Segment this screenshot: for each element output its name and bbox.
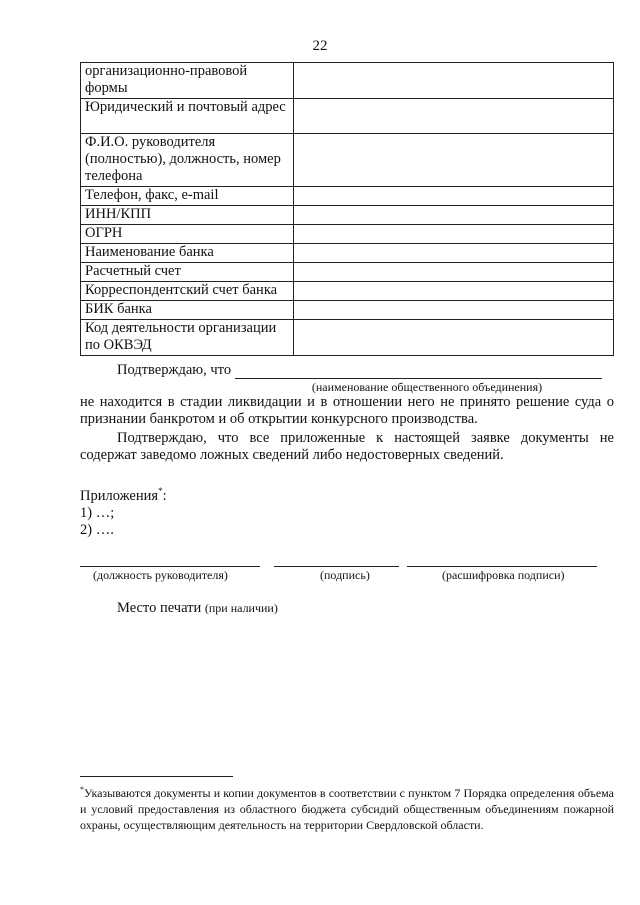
row-label: Юридический и почтовый адрес — [81, 99, 294, 134]
table-row — [81, 282, 614, 301]
row-value — [294, 225, 614, 244]
table-row — [81, 225, 614, 244]
position-label: (должность руководителя) — [93, 568, 228, 582]
footnote-separator — [80, 776, 233, 777]
row-label: организационно-правовой формы — [81, 63, 294, 99]
table-row — [81, 134, 614, 187]
table-row — [81, 206, 614, 225]
footnote-marker: * — [80, 785, 84, 794]
row-value — [294, 134, 614, 187]
stamp-label: Место печати — [117, 600, 202, 616]
row-label: Код деятельности организации по ОКВЭД — [81, 320, 294, 356]
row-value — [294, 244, 614, 263]
row-label: ОГРН — [81, 225, 294, 244]
row-label: Ф.И.О. руководителя (полностью), должность, номер телефона — [81, 134, 294, 187]
row-label: Наименование банка — [81, 244, 294, 263]
attachments-footnote-marker: * — [158, 486, 163, 496]
position-line — [80, 566, 260, 567]
page-number: 22 — [312, 38, 328, 54]
table-row — [81, 99, 614, 134]
decoding-line — [407, 566, 597, 567]
attachments-heading-text: Приложения — [80, 487, 159, 504]
confirmation-liquidation — [80, 362, 614, 428]
attachments-heading — [80, 483, 614, 505]
row-value — [294, 99, 614, 134]
attachment-item: 2) …. — [80, 521, 114, 538]
row-value — [294, 301, 614, 320]
row-value — [294, 187, 614, 206]
row-label: Расчетный счет — [81, 263, 294, 282]
table-row — [81, 63, 614, 99]
table-row — [81, 244, 614, 263]
signature-line — [274, 566, 399, 567]
row-value — [294, 320, 614, 356]
row-label: Корреспондентский счет банка — [81, 282, 294, 301]
row-label: БИК банка — [81, 301, 294, 320]
attachment-item: 1) …; — [80, 504, 115, 521]
row-value — [294, 282, 614, 301]
table-row — [81, 187, 614, 206]
row-value — [294, 63, 614, 99]
row-label: ИНН/КПП — [81, 206, 294, 225]
table-row — [81, 320, 614, 356]
table-row — [81, 301, 614, 320]
footnote — [80, 782, 614, 833]
decoding-label: (расшифровка подписи) — [442, 568, 565, 582]
organization-details-table — [80, 62, 614, 356]
attachments-colon: : — [162, 487, 167, 504]
confirmation-text: не находится в стадии ликвидации и в отношении него не принято решение суда о признании банкротом и об открытии конкурсного производства. — [80, 394, 614, 427]
confirmation-lead: Подтверждаю, что — [117, 362, 232, 378]
organization-name-blank — [235, 364, 602, 379]
confirmation-documents: Подтверждаю, что все приложенные к настоящей заявке документы не содержат заведомо ложных сведений либо недостоверных сведений. — [80, 430, 614, 463]
footnote-text: Указываются документы и копии документов в соответствии с пунктом 7 Порядка определения объема и условий предоставления из областного бюджета субсидий общественным объединениям пожарной охраны, осуществляющим деятельность на территории Свердловской области. — [80, 786, 614, 832]
attachments-block — [80, 483, 614, 539]
row-value — [294, 263, 614, 282]
table-row — [81, 263, 614, 282]
row-value — [294, 206, 614, 225]
row-label: Телефон, факс, e-mail — [81, 187, 294, 206]
stamp-place — [117, 600, 278, 617]
organization-name-hint: (наименование общественного объединения) — [311, 380, 543, 394]
stamp-note: (при наличии) — [204, 601, 278, 615]
signature-label: (подпись) — [320, 568, 370, 582]
